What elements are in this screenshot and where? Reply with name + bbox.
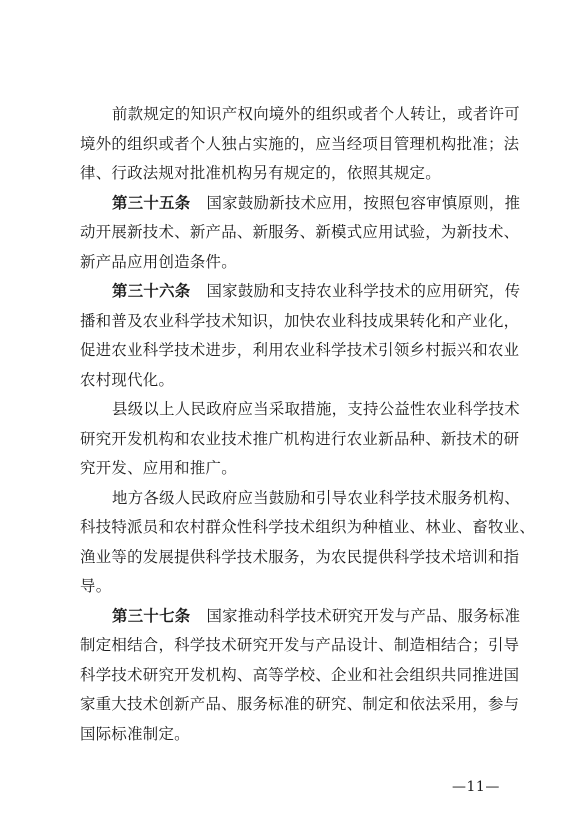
text-line [80,277,521,307]
text-line [80,189,521,219]
text-line: 促进农业科学技术进步，利用农业科学技术引领乡村振兴和农业 [80,341,520,359]
text-line: 律、行政法规对批准机构另有规定的，依照其规定。 [80,164,441,182]
text-span: 国家鼓励新技术应用，按照包容审慎原则，推 [206,193,521,212]
text-line: 农村现代化。 [80,370,175,389]
text-line: 播和普及农业科学技术知识，加快农业科技成果转化和产业化， [80,311,520,330]
page-number: —11— [452,779,500,795]
text-line: 科技特派员和农村群众性科学技术组织为种植业、林业、畜牧业、 [80,518,536,536]
article-heading: 第三十五条 [112,193,191,212]
text-line [80,602,521,632]
text-span: 国家鼓励和支持农业科学技术的应用研究，传 [206,282,521,300]
text-line: 研究开发机构和农业技术推广机构进行农业新品种、新技术的研 [80,429,520,448]
text-span: 国家推动科学技术研究开发与产品、服务标准 [206,606,521,625]
text-line: 导。 [80,577,112,595]
article-36 [80,277,521,395]
text-line: 境外的组织或者个人独占实施的，应当经项目管理机构批准；法 [80,134,520,153]
text-line: 家重大技术创新产品、服务标准的研究、制定和依法采用，参与 [80,695,520,713]
text-line: 渔业等的发展提供科学技术服务，为农民提供科学技术培训和指 [80,547,520,566]
paragraph [80,484,536,602]
body-text [80,100,536,749]
text-line: 动开展新技术、新产品、新服务、新模式应用试验，为新技术、 [80,223,520,241]
text-line: 制定相结合，科学技术研究开发与产品设计、制造相结合；引导 [80,636,520,654]
text-line: 新产品应用创造条件。 [80,252,237,271]
text-line: 国际标准制定。 [80,724,190,743]
article-heading: 第三十七条 [112,606,191,625]
paragraph [80,395,520,484]
paragraph [80,100,520,189]
text-line: 县级以上人民政府应当采取措施，支持公益性农业科学技术 [112,400,520,418]
article-35 [80,189,521,278]
text-line: 前款规定的知识产权向境外的组织或者个人转让，或者许可 [112,105,520,123]
article-37 [80,602,521,750]
article-heading: 第三十六条 [112,282,191,300]
text-line: 科学技术研究开发机构、高等学校、企业和社会组织共同推进国 [80,665,520,684]
text-line: 地方各级人民政府应当鼓励和引导农业科学技术服务机构、 [112,488,520,507]
text-line: 究开发、应用和推广。 [80,459,237,477]
